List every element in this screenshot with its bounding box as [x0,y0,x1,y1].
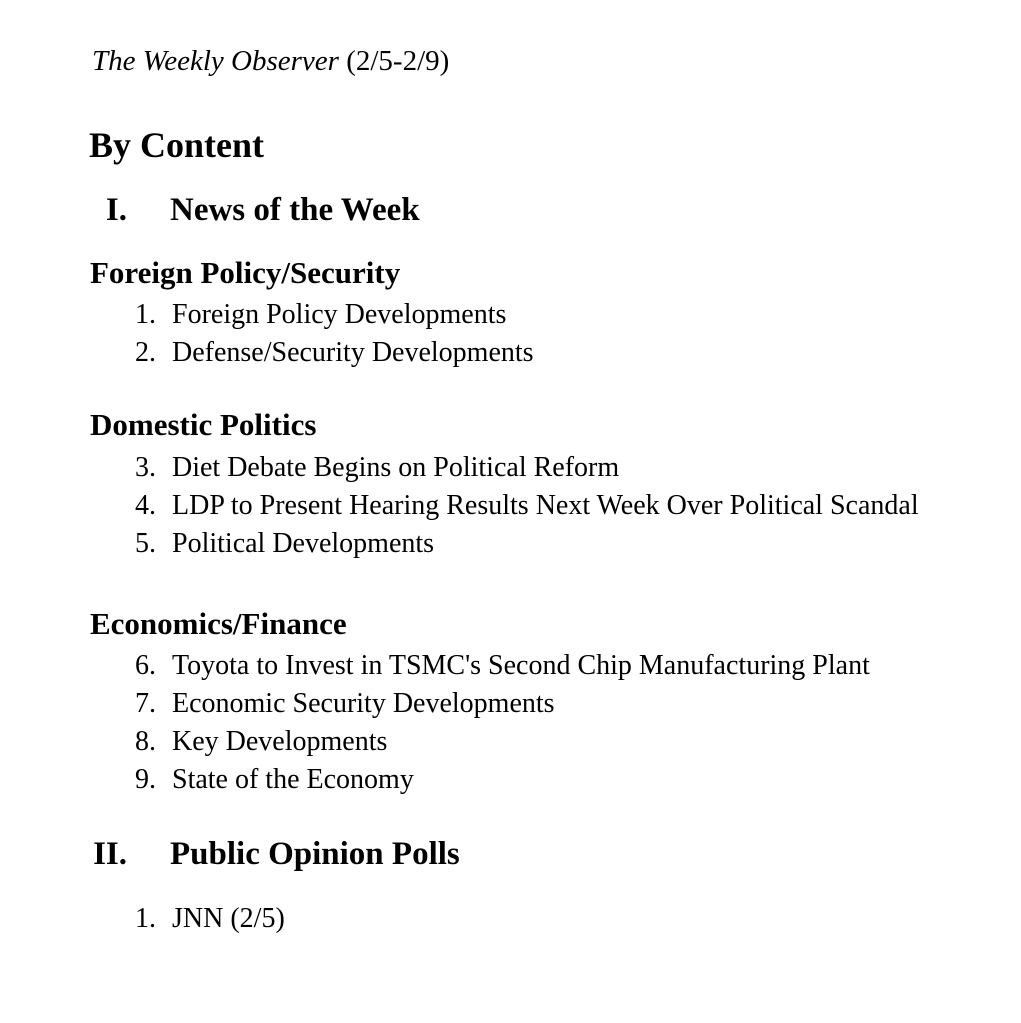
list-item-text: Political Developments [172,528,435,559]
list-item [90,900,285,938]
list-item-number: 7. [135,688,156,719]
list-item-number: 4. [135,490,156,521]
list-item-text: JNN (2/5) [172,903,285,934]
section-numeral: II. [93,836,127,872]
list-item-text: Foreign Policy Developments [172,299,507,330]
group-heading-economics-finance: Economics/Finance [90,606,347,641]
list-item [90,449,919,487]
list-item-text: LDP to Present Hearing Results Next Week Over Political Scandal [172,490,919,521]
group-heading-domestic-politics: Domestic Politics [90,407,317,442]
section-heading-news-of-the-week [90,194,420,227]
list-foreign-policy-security [90,296,534,372]
list-item-number: 8. [135,726,156,757]
list-item-number: 1. [135,903,156,934]
section-heading-public-opinion-polls [90,838,460,871]
newsletter-name: The Weekly Observer [92,45,339,77]
list-item-text: Diet Debate Begins on Political Reform [172,452,620,483]
list-item [90,334,534,372]
list-item-number: 9. [135,764,156,795]
list-item-text: Toyota to Invest in TSMC's Second Chip Manufacturing Plant [172,650,870,681]
newsletter-date-range: (2/5-2/9) [338,45,450,77]
list-item-number: 1. [135,299,156,330]
list-item [90,296,534,334]
list-item-number: 2. [135,337,156,368]
list-economics-finance [90,647,870,799]
list-item-text: Key Developments [172,726,388,757]
list-item-text: Defense/Security Developments [172,337,534,368]
list-item-text: Economic Security Developments [172,688,555,719]
list-item [90,525,919,563]
list-item-number: 3. [135,452,156,483]
section-title: Public Opinion Polls [170,836,460,872]
list-item [90,723,870,761]
list-item-number: 6. [135,650,156,681]
list-item [90,761,870,799]
list-item [90,647,870,685]
section-title: News of the Week [170,192,420,228]
document-title [92,47,449,76]
list-domestic-politics [90,449,919,563]
group-heading-foreign-policy-security: Foreign Policy/Security [90,255,401,290]
list-item-text: State of the Economy [172,764,414,795]
list-item [90,685,870,723]
list-public-opinion-polls [90,900,285,938]
heading-by-content: By Content [89,125,265,165]
list-item-number: 5. [135,528,156,559]
section-numeral: I. [105,192,127,228]
list-item [90,487,919,525]
